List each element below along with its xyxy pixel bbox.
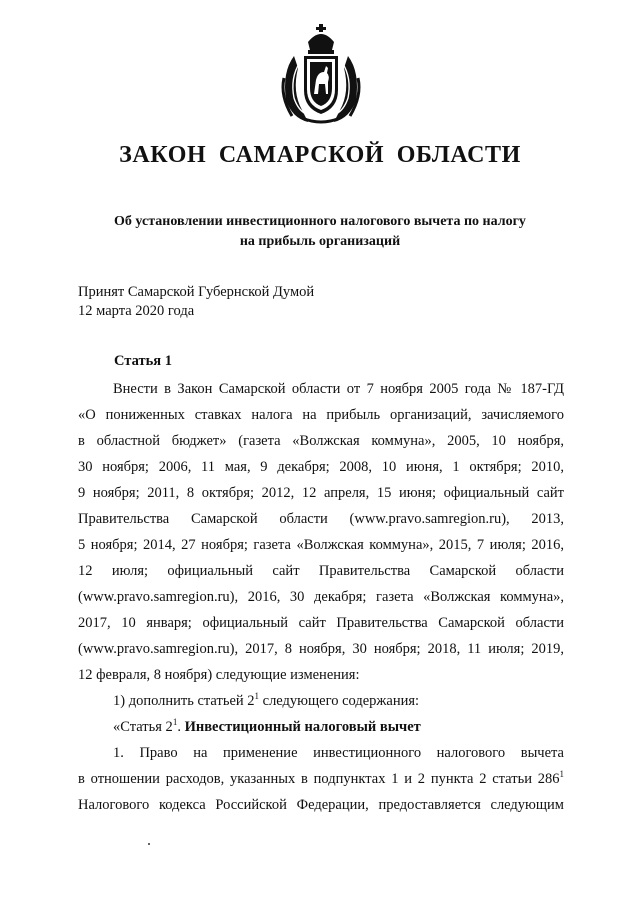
- new-article-prefix: «Статья 2: [113, 719, 173, 735]
- text-line: (www.pravo.samregion.ru), 2016, 30 декабря; газета «Волжская коммуна»,: [78, 589, 564, 605]
- text-line: 2017, 10 января; официальный сайт Правительства Самарской области: [78, 615, 564, 631]
- text-line: 12 февраля, 8 ноября) следующие изменения:: [78, 667, 360, 683]
- text-line: «О пониженных ставках налога на прибыль организаций, зачисляемого: [78, 407, 564, 423]
- superscript: 1: [254, 691, 260, 701]
- item1-suffix: следующего содержания:: [259, 693, 420, 709]
- subtitle-line: Об установлении инвестиционного налогового вычета по налогу: [114, 214, 526, 229]
- adoption-block: [78, 283, 314, 321]
- paragraph-amendment: [78, 376, 564, 688]
- text-line: «Статья $2^1$. Инвестиционный налоговый вычет: [113, 717, 421, 735]
- subtitle-line: на прибыль организаций: [239, 234, 401, 249]
- law-subtitle: [60, 212, 580, 252]
- point1-line2-text: в отношении расходов, указанных в подпунктах 1 и 2 пункта 2 статьи 286: [78, 771, 560, 787]
- text-line: 9 ноября; 2011, 8 октября; 2012, 12 апреля, 15 июня; официальный сайт: [78, 485, 564, 501]
- text-line: [78, 688, 564, 714]
- article-heading: Статья 1: [114, 353, 172, 369]
- text-line: 12 июля; официальный сайт Правительства Самарской области: [78, 563, 564, 579]
- text-line: 1. Право на применение инвестиционного налогового вычета: [113, 745, 564, 761]
- paragraph-point-1: [78, 740, 564, 818]
- text-line: 30 ноября; 2006, 11 мая, 9 декабря; 2008, 10 июня, 1 октября; 2010,: [78, 459, 564, 475]
- adoption-date: 12 марта 2020 года: [78, 303, 195, 319]
- article-body: [78, 376, 564, 818]
- text-line: Правительства Самарской области (www.pravo.samregion.ru), 2013,: [78, 511, 564, 527]
- text-line: (www.pravo.samregion.ru), 2017, 8 ноября, 30 ноября; 2018, 11 июля; 2019,: [78, 641, 564, 657]
- text-line: Внести в Закон Самарской области от 7 ноября 2005 года № 187-ГД: [113, 381, 564, 397]
- coat-of-arms-emblem: [272, 22, 370, 126]
- item1-prefix: 1) дополнить статьей 2: [113, 693, 255, 709]
- text-line: Налогового кодекса Российской Федерации, предоставляется следующим: [78, 797, 564, 813]
- superscript: 1: [172, 717, 178, 727]
- superscript: 1: [559, 769, 564, 779]
- scan-speck: [148, 843, 150, 845]
- paragraph-new-article-heading: [78, 714, 564, 740]
- text-line: [78, 766, 564, 792]
- text-line: 5 ноября; 2014, 27 ноября; газета «Волжская коммуна», 2015, 7 июля; 2016,: [78, 537, 564, 553]
- law-title: ЗАКОН САМАРСКОЙ ОБЛАСТИ: [119, 142, 521, 168]
- adoption-body: Принят Самарской Губернской Думой: [78, 284, 315, 300]
- new-article-title: Инвестиционный налоговый вычет: [184, 719, 421, 735]
- paragraph-item-1: [78, 688, 564, 714]
- text-line: в областной бюджет» (газета «Волжская коммуна», 2005, 10 ноября,: [78, 433, 564, 449]
